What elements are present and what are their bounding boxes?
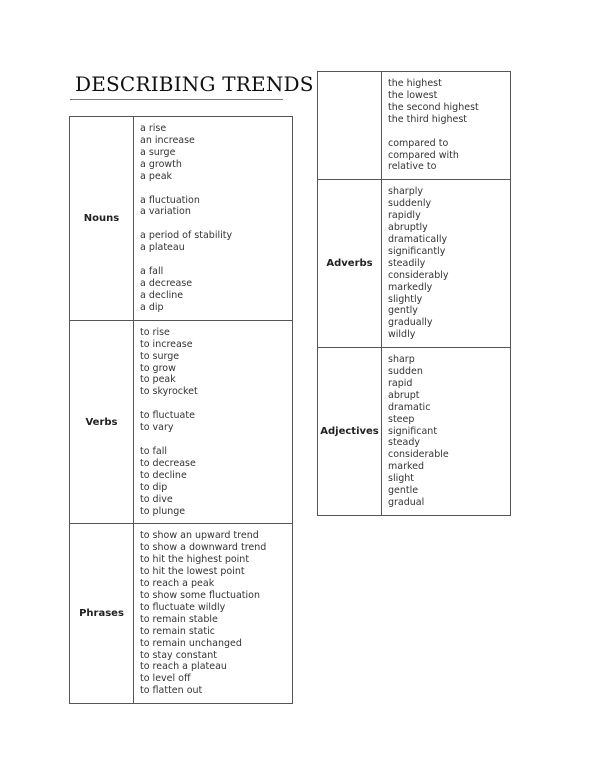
- table-row: [318, 72, 511, 180]
- list-item: significantly: [388, 245, 446, 257]
- word-group: [140, 123, 286, 183]
- list-item: abrupt: [388, 389, 420, 401]
- list-item: steady: [388, 437, 420, 449]
- list-item: gradually: [388, 317, 433, 329]
- table-row: [70, 117, 293, 321]
- list-item: to remain unchanged: [140, 637, 242, 649]
- category-label: Adjectives: [318, 348, 382, 516]
- list-item: a variation: [140, 206, 191, 218]
- word-list: [134, 117, 293, 321]
- list-item: compared with: [388, 149, 459, 161]
- list-item: steep: [388, 413, 415, 425]
- word-group: [140, 195, 286, 219]
- left-vocabulary-table: [69, 116, 293, 704]
- list-item: to dip: [140, 481, 168, 493]
- list-item: a rise: [140, 123, 167, 134]
- list-item: relative to: [388, 161, 437, 173]
- list-item: to decline: [140, 469, 187, 481]
- list-item: to fall: [140, 446, 168, 458]
- right-vocabulary-table: [317, 71, 511, 516]
- list-item: a fall: [140, 266, 164, 278]
- list-item: a dip: [140, 301, 164, 313]
- word-group: [140, 230, 286, 254]
- list-item: to vary: [140, 422, 174, 434]
- list-item: markedly: [388, 281, 433, 293]
- list-item: to dive: [140, 493, 173, 505]
- list-item: the lowest: [388, 89, 438, 101]
- list-item: considerably: [388, 269, 449, 281]
- word-group: [140, 327, 286, 398]
- list-item: to increase: [140, 338, 193, 350]
- list-item: a period of stability: [140, 230, 233, 242]
- word-group: [388, 138, 504, 174]
- list-item: sudden: [388, 366, 423, 378]
- list-item: to hit the lowest point: [140, 566, 245, 578]
- list-item: a decrease: [140, 278, 193, 290]
- list-item: suddenly: [388, 198, 432, 210]
- list-item: to remain static: [140, 625, 215, 637]
- category-label: Adverbs: [318, 180, 382, 348]
- list-item: to show some fluctuation: [140, 590, 261, 601]
- category-label: Verbs: [70, 320, 134, 524]
- word-list: [382, 348, 511, 516]
- list-item: to fluctuate wildly: [140, 601, 226, 613]
- list-item: considerable: [388, 449, 449, 461]
- word-group: [140, 530, 286, 697]
- list-item: to stay constant: [140, 649, 217, 661]
- list-item: dramatically: [388, 233, 448, 245]
- list-item: a peak: [140, 170, 173, 182]
- list-item: compared to: [388, 137, 449, 149]
- list-item: to rise: [140, 326, 170, 338]
- list-item: to flatten out: [140, 685, 203, 697]
- table-row: [70, 524, 293, 704]
- list-item: to show a downward trend: [140, 542, 267, 554]
- word-group: [388, 354, 504, 509]
- title-underline: [70, 99, 283, 100]
- word-list: [382, 72, 511, 180]
- list-item: gently: [388, 305, 418, 317]
- word-group: [140, 410, 286, 434]
- category-label: [318, 72, 382, 180]
- list-item: a plateau: [140, 242, 185, 254]
- word-list: [382, 180, 511, 348]
- list-item: to remain stable: [140, 613, 218, 625]
- page-title: DESCRIBING TRENDS: [75, 72, 314, 96]
- word-group: [388, 78, 504, 126]
- list-item: a growth: [140, 158, 182, 170]
- list-item: steadily: [388, 257, 426, 269]
- list-item: to surge: [140, 350, 180, 362]
- word-list: [134, 320, 293, 524]
- list-item: to hit the highest point: [140, 554, 250, 566]
- list-item: the third highest: [388, 113, 468, 125]
- list-item: to reach a peak: [140, 578, 215, 590]
- list-item: rapidly: [388, 210, 421, 222]
- list-item: to peak: [140, 374, 176, 386]
- list-item: dramatic: [388, 401, 431, 413]
- list-item: to skyrocket: [140, 386, 198, 398]
- list-item: a fluctuation: [140, 194, 200, 206]
- list-item: to decrease: [140, 457, 196, 469]
- list-item: to reach a plateau: [140, 661, 227, 673]
- list-item: to grow: [140, 362, 176, 374]
- word-group: [140, 446, 286, 517]
- category-label: Phrases: [70, 524, 134, 704]
- list-item: to show an upward trend: [140, 530, 259, 542]
- word-group: [388, 186, 504, 341]
- list-item: sharp: [388, 354, 415, 366]
- category-label: Nouns: [70, 117, 134, 321]
- list-item: wildly: [388, 329, 416, 341]
- list-item: significant: [388, 425, 438, 437]
- list-item: to level off: [140, 673, 191, 685]
- list-item: a surge: [140, 146, 176, 158]
- list-item: a decline: [140, 289, 184, 301]
- table-row: [70, 320, 293, 524]
- list-item: slight: [388, 473, 415, 485]
- list-item: an increase: [140, 134, 195, 146]
- list-item: rapid: [388, 377, 413, 389]
- list-item: the highest: [388, 78, 442, 89]
- list-item: slightly: [388, 293, 423, 305]
- table-row: [318, 180, 511, 348]
- list-item: abruptly: [388, 222, 428, 234]
- list-item: to plunge: [140, 505, 186, 517]
- list-item: sharply: [388, 186, 423, 198]
- list-item: the second highest: [388, 101, 479, 113]
- list-item: gentle: [388, 485, 419, 497]
- word-group: [140, 266, 286, 314]
- table-row: [318, 348, 511, 516]
- word-list: [134, 524, 293, 704]
- list-item: gradual: [388, 497, 425, 508]
- list-item: to fluctuate: [140, 410, 195, 422]
- list-item: marked: [388, 461, 425, 473]
